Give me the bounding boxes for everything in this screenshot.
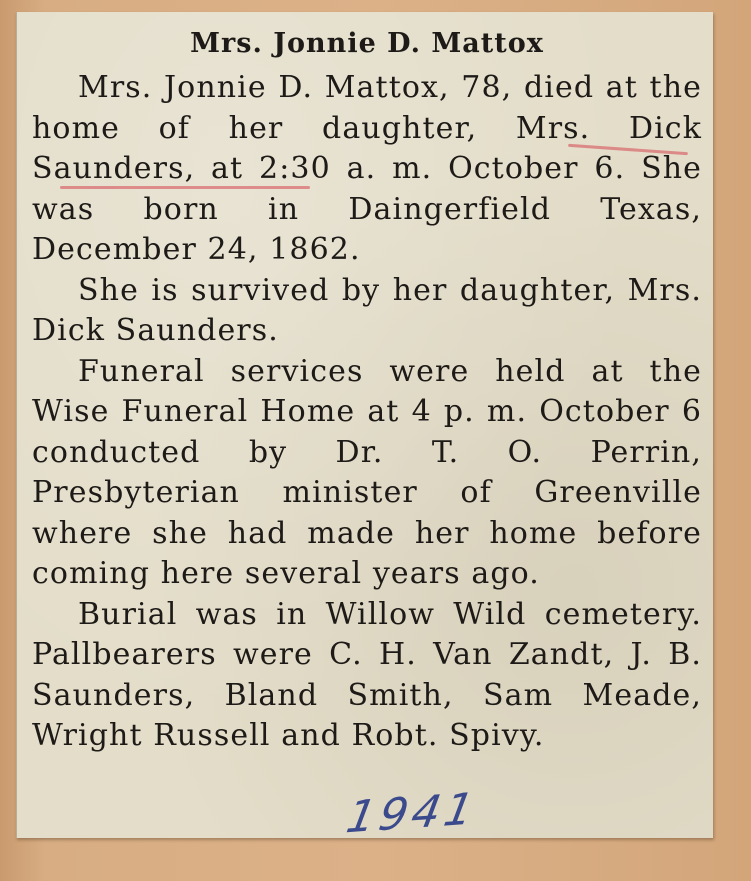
article-paragraph-3: Funeral services were held at the Wise Funeral Home at 4 p. m. October 6 conducted by Dr. T. O. Perrin, Presbyterian minister of Greenville where she had made her home before coming here several years ago. [32,353,702,591]
article-headline: Mrs. Jonnie D. Mattox [190,28,544,59]
red-pencil-mark-1 [60,186,310,189]
article-paragraph-1: Mrs. Jonnie D. Mattox, 78, died at the home of her daughter, Mrs. Dick Saunders, at 2:30 a. m. October 6. She was born in Daingerfield Texas, December 24, 1862. [32,70,702,267]
handwritten-year: 1941 [342,783,482,844]
obituary-article [32,24,702,757]
article-paragraph-4: Burial was in Willow Wild cemetery. Pallbearers were C. H. Van Zandt, J. B. Saunders, Bland Smith, Sam Meade, Wright Russell and Robt. Spivy. [32,596,702,753]
article-paragraph-2: She is survived by her daughter, Mrs. Dick Saunders. [32,272,702,348]
